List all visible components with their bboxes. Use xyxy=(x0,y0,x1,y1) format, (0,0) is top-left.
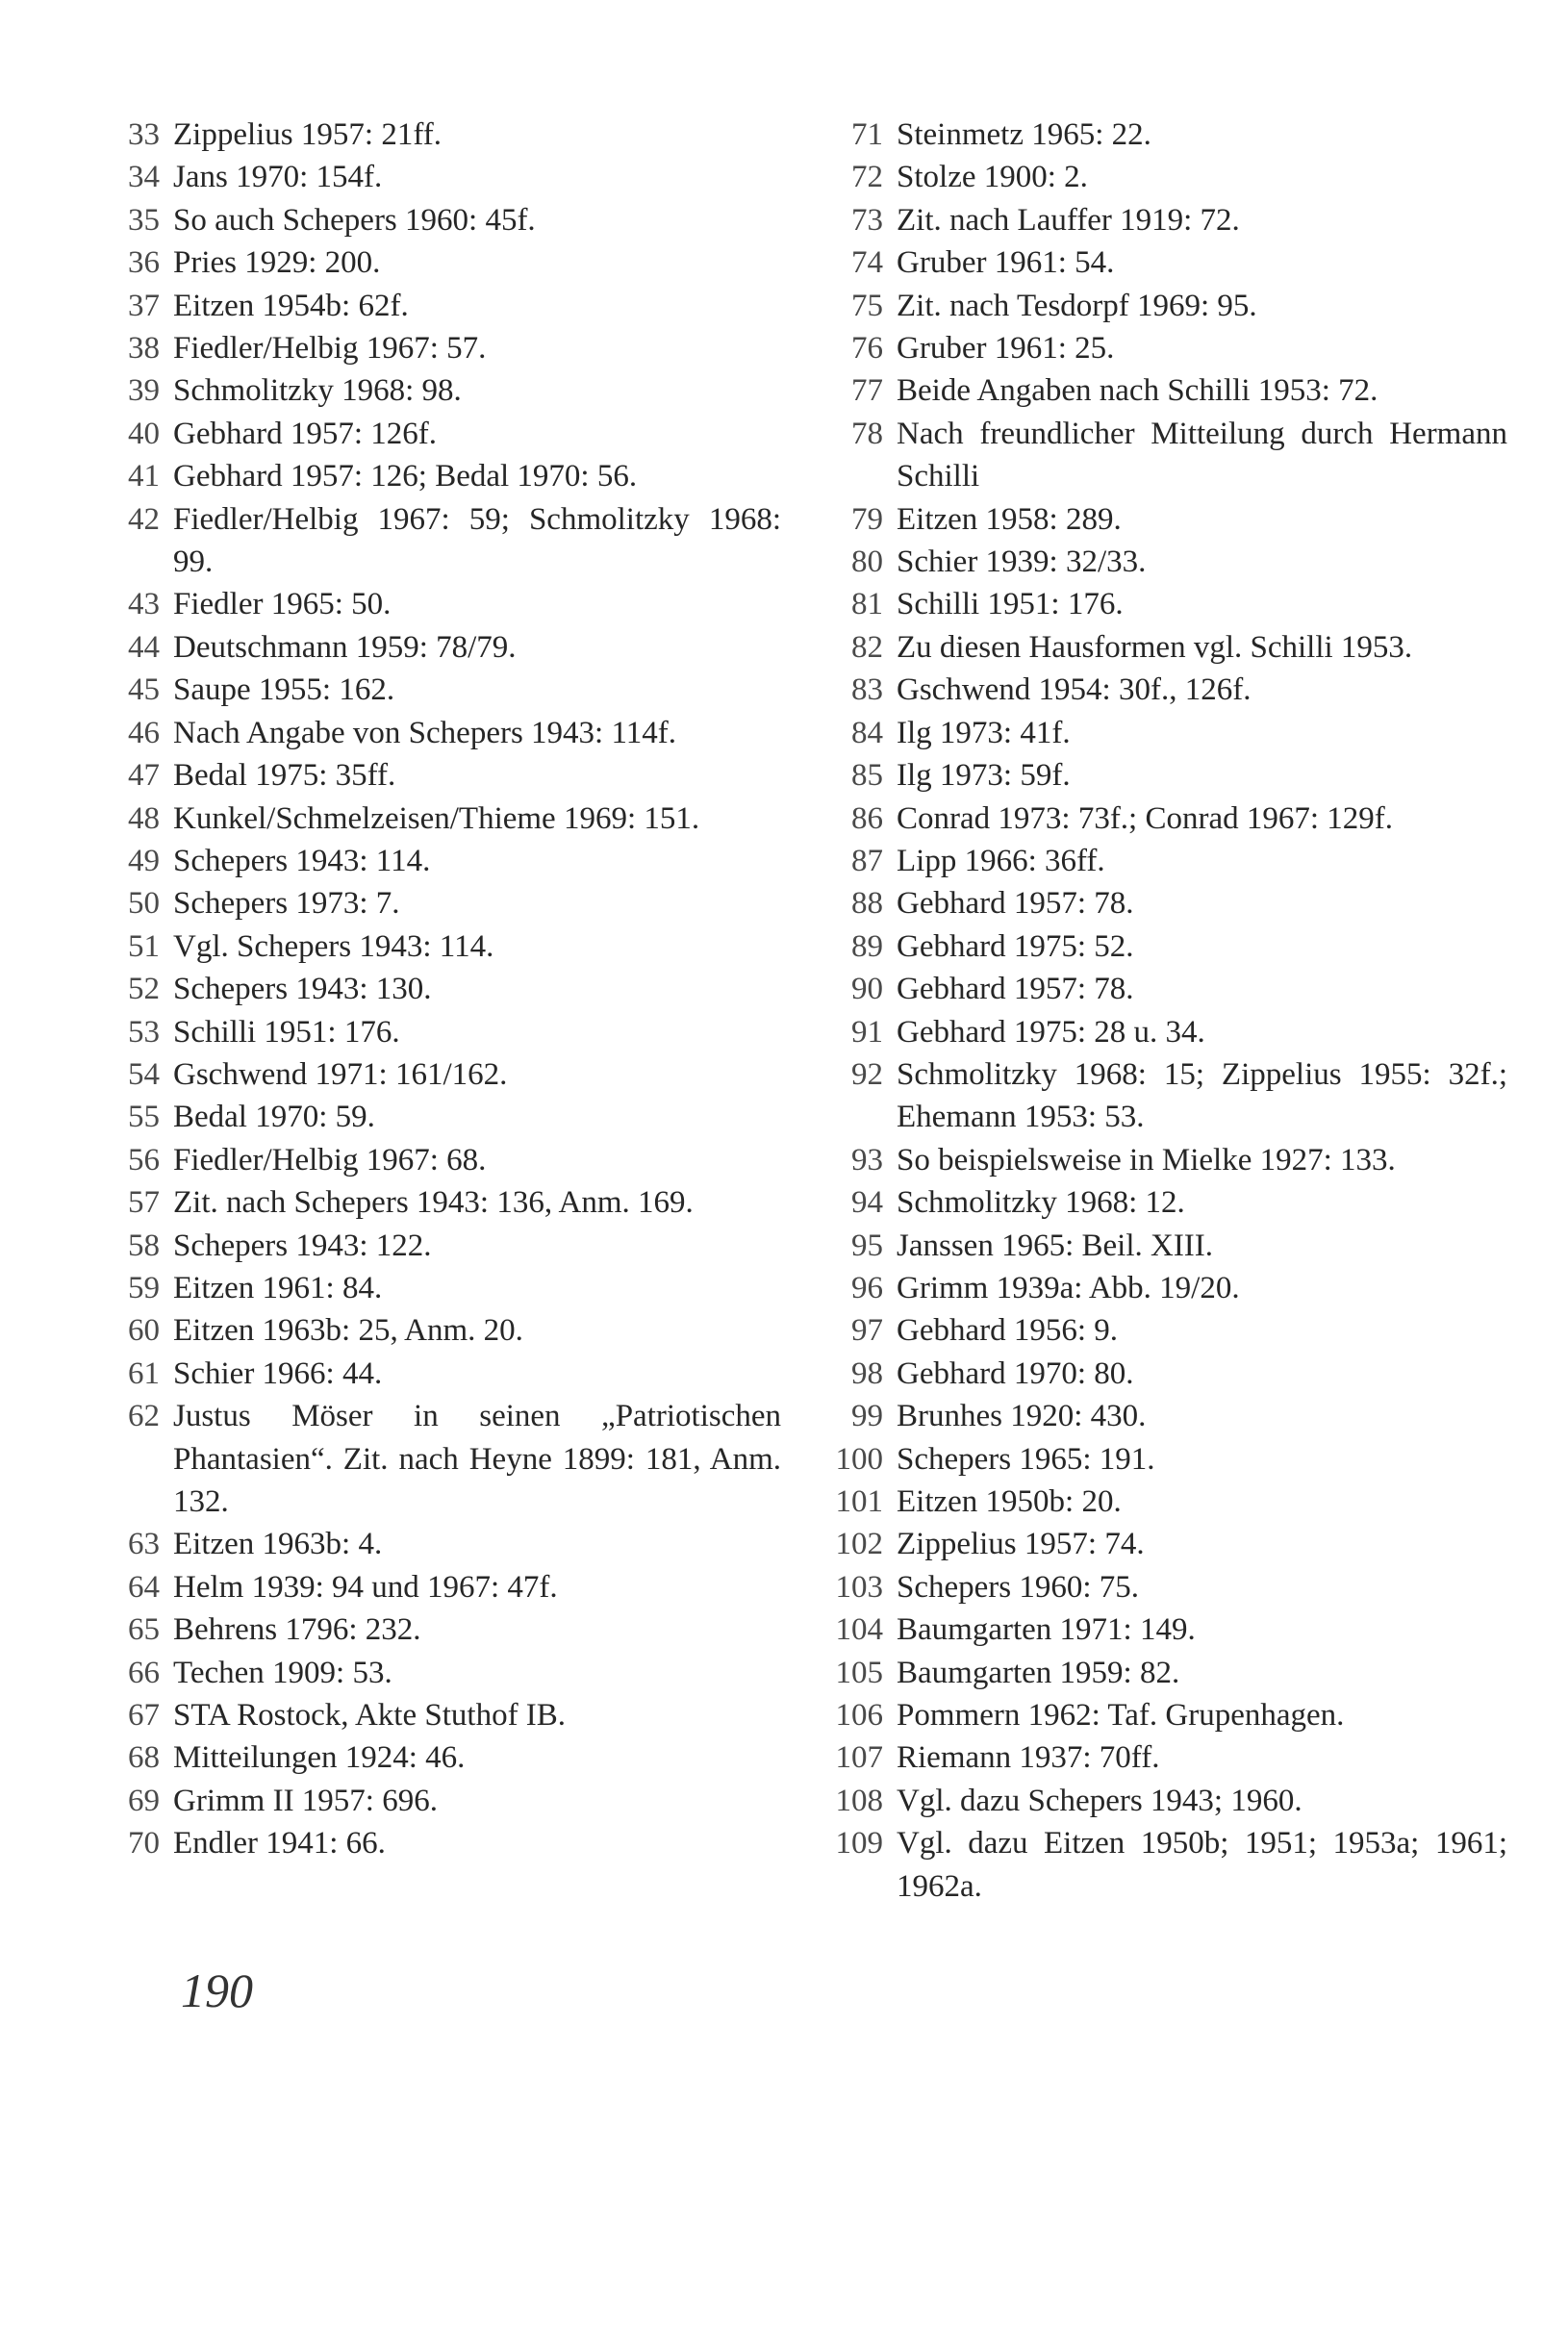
note-number: 86 xyxy=(851,800,883,836)
note-item xyxy=(117,1822,781,1864)
note-item xyxy=(117,1011,781,1053)
note-text: Justus Möser in seinen „Patriotischen Phantasien“. Zit. nach Heyne 1899: 181, Anm. 132. xyxy=(173,1399,781,1519)
note-text: Pries 1929: 200. xyxy=(173,245,381,281)
note-text: Eitzen 1958: 289. xyxy=(897,501,1122,537)
note-number: 74 xyxy=(851,245,883,281)
note-number: 104 xyxy=(835,1612,883,1648)
note-number: 100 xyxy=(835,1441,883,1477)
note-text: Gebhard 1970: 80. xyxy=(897,1355,1134,1391)
note-item xyxy=(829,626,1507,669)
note-item xyxy=(117,882,781,924)
note-text: Zu diesen Hausformen vgl. Schilli 1953. xyxy=(897,629,1413,665)
note-item xyxy=(829,1780,1507,1822)
note-text: Conrad 1973: 73f.; Conrad 1967: 129f. xyxy=(897,800,1394,836)
note-number: 77 xyxy=(851,373,883,409)
note-number: 61 xyxy=(128,1355,160,1391)
note-number: 66 xyxy=(128,1655,160,1690)
note-text: Schepers 1965: 191. xyxy=(897,1441,1155,1477)
note-item xyxy=(117,1652,781,1694)
note-number: 70 xyxy=(128,1826,160,1861)
note-text: Gebhard 1957: 126f. xyxy=(173,416,438,451)
note-text: Schepers 1943: 122. xyxy=(173,1228,432,1263)
note-number: 81 xyxy=(851,587,883,622)
note-item xyxy=(117,199,781,241)
note-text: Schilli 1951: 176. xyxy=(173,1014,400,1050)
note-item xyxy=(829,1694,1507,1736)
note-number: 98 xyxy=(851,1355,883,1391)
note-item xyxy=(117,1267,781,1309)
note-number: 35 xyxy=(128,202,160,238)
note-text: Ilg 1973: 41f. xyxy=(897,715,1071,750)
note-text: Steinmetz 1965: 22. xyxy=(897,117,1151,152)
note-number: 52 xyxy=(128,972,160,1007)
note-text: Janssen 1965: Beil. XIII. xyxy=(897,1228,1214,1263)
note-number: 85 xyxy=(851,758,883,794)
note-item xyxy=(117,925,781,968)
note-number: 103 xyxy=(835,1569,883,1605)
note-number: 51 xyxy=(128,928,160,964)
note-text: Stolze 1900: 2. xyxy=(897,160,1088,195)
note-item xyxy=(829,541,1507,583)
note-item xyxy=(829,1309,1507,1352)
note-text: STA Rostock, Akte Stuthof IB. xyxy=(173,1698,567,1734)
note-number: 63 xyxy=(128,1527,160,1562)
note-number: 48 xyxy=(128,800,160,836)
note-number: 84 xyxy=(851,715,883,750)
note-item xyxy=(117,840,781,882)
note-text: Gebhard 1957: 126; Bedal 1970: 56. xyxy=(173,459,638,494)
note-text: Schepers 1973: 7. xyxy=(173,886,400,922)
note-item xyxy=(829,1566,1507,1608)
note-number: 83 xyxy=(851,672,883,708)
note-number: 92 xyxy=(851,1056,883,1092)
note-text: Schier 1939: 32/33. xyxy=(897,545,1147,580)
notes-column-right xyxy=(829,114,1507,1908)
note-item xyxy=(829,925,1507,968)
note-item xyxy=(829,413,1507,498)
note-text: Deutschmann 1959: 78/79. xyxy=(173,629,517,665)
note-item xyxy=(829,1652,1507,1694)
note-text: Ilg 1973: 59f. xyxy=(897,758,1071,794)
note-number: 59 xyxy=(128,1270,160,1305)
note-number: 37 xyxy=(128,288,160,323)
note-number: 64 xyxy=(128,1569,160,1605)
note-text: Riemann 1937: 70ff. xyxy=(897,1740,1160,1776)
note-item xyxy=(117,1096,781,1138)
note-text: Fiedler/Helbig 1967: 68. xyxy=(173,1142,487,1178)
note-number: 94 xyxy=(851,1185,883,1221)
note-number: 79 xyxy=(851,501,883,537)
note-item xyxy=(117,1139,781,1181)
note-item xyxy=(117,1395,781,1523)
note-text: Gebhard 1975: 28 u. 34. xyxy=(897,1014,1205,1050)
note-item xyxy=(117,156,781,198)
note-number: 89 xyxy=(851,928,883,964)
note-number: 42 xyxy=(128,501,160,537)
note-item xyxy=(117,1523,781,1565)
note-text: Eitzen 1961: 84. xyxy=(173,1270,383,1305)
note-item xyxy=(117,626,781,669)
note-text: Gebhard 1957: 78. xyxy=(897,972,1134,1007)
note-item xyxy=(117,968,781,1010)
note-item xyxy=(117,1694,781,1736)
note-item xyxy=(117,1608,781,1651)
note-item xyxy=(829,327,1507,369)
note-text: Vgl. dazu Eitzen 1950b; 1951; 1953a; 1961; 1962a. xyxy=(897,1826,1507,1904)
note-text: Nach freundlicher Mitteilung durch Hermann Schilli xyxy=(897,416,1507,494)
note-text: Schmolitzky 1968: 15; Zippelius 1955: 32f.; Ehemann 1953: 53. xyxy=(897,1056,1507,1135)
note-text: Zit. nach Lauffer 1919: 72. xyxy=(897,202,1240,238)
note-text: Eitzen 1963b: 4. xyxy=(173,1527,383,1562)
note-text: Gschwend 1954: 30f., 126f. xyxy=(897,672,1252,708)
note-number: 65 xyxy=(128,1612,160,1648)
note-text: Zit. nach Tesdorpf 1969: 95. xyxy=(897,288,1257,323)
note-text: Endler 1941: 66. xyxy=(173,1826,386,1861)
note-text: Eitzen 1950b: 20. xyxy=(897,1484,1122,1519)
note-text: Schepers 1943: 130. xyxy=(173,972,432,1007)
note-item xyxy=(117,1566,781,1608)
note-item xyxy=(117,241,781,284)
note-number: 105 xyxy=(835,1655,883,1690)
note-text: Bedal 1975: 35ff. xyxy=(173,758,396,794)
note-item xyxy=(829,669,1507,711)
note-item xyxy=(829,114,1507,156)
note-item xyxy=(117,798,781,840)
note-text: Saupe 1955: 162. xyxy=(173,672,395,708)
note-item xyxy=(829,1011,1507,1053)
note-number: 99 xyxy=(851,1399,883,1434)
note-number: 91 xyxy=(851,1014,883,1050)
note-item xyxy=(829,754,1507,797)
note-number: 97 xyxy=(851,1313,883,1349)
note-number: 108 xyxy=(835,1783,883,1818)
note-item xyxy=(829,798,1507,840)
note-text: Fiedler/Helbig 1967: 57. xyxy=(173,331,487,367)
note-text: Mitteilungen 1924: 46. xyxy=(173,1740,466,1776)
note-item xyxy=(117,1053,781,1096)
note-number: 72 xyxy=(851,160,883,195)
note-text: Zippelius 1957: 21ff. xyxy=(173,117,442,152)
note-text: Zit. nach Schepers 1943: 136, Anm. 169. xyxy=(173,1185,694,1221)
note-item xyxy=(829,1438,1507,1481)
note-number: 55 xyxy=(128,1100,160,1135)
note-text: Techen 1909: 53. xyxy=(173,1655,392,1690)
note-text: Lipp 1966: 36ff. xyxy=(897,843,1105,878)
note-item xyxy=(829,840,1507,882)
note-number: 44 xyxy=(128,629,160,665)
note-number: 101 xyxy=(835,1484,883,1519)
note-item xyxy=(829,583,1507,625)
note-number: 80 xyxy=(851,545,883,580)
note-item xyxy=(117,455,781,497)
note-text: Beide Angaben nach Schilli 1953: 72. xyxy=(897,373,1378,409)
note-number: 87 xyxy=(851,843,883,878)
note-number: 102 xyxy=(835,1527,883,1562)
note-number: 49 xyxy=(128,843,160,878)
note-text: Gruber 1961: 54. xyxy=(897,245,1115,281)
note-item xyxy=(117,1353,781,1395)
note-item xyxy=(117,285,781,327)
note-number: 96 xyxy=(851,1270,883,1305)
note-text: Schilli 1951: 176. xyxy=(897,587,1124,622)
note-item xyxy=(117,712,781,754)
note-item xyxy=(117,1225,781,1267)
note-number: 60 xyxy=(128,1313,160,1349)
note-number: 47 xyxy=(128,758,160,794)
note-text: Vgl. dazu Schepers 1943; 1960. xyxy=(897,1783,1302,1818)
note-text: Schier 1966: 44. xyxy=(173,1355,383,1391)
page-number: 190 xyxy=(181,1963,253,2017)
note-text: Gebhard 1975: 52. xyxy=(897,928,1134,964)
note-item xyxy=(829,1053,1507,1139)
note-item xyxy=(117,1309,781,1352)
note-number: 58 xyxy=(128,1228,160,1263)
note-number: 45 xyxy=(128,672,160,708)
note-text: Nach Angabe von Schepers 1943: 114f. xyxy=(173,715,676,750)
note-number: 67 xyxy=(128,1698,160,1734)
note-item xyxy=(829,498,1507,541)
note-text: Baumgarten 1959: 82. xyxy=(897,1655,1180,1690)
note-text: Schepers 1960: 75. xyxy=(897,1569,1140,1605)
note-item xyxy=(829,1395,1507,1437)
note-number: 73 xyxy=(851,202,883,238)
note-item xyxy=(117,369,781,412)
note-text: Helm 1939: 94 und 1967: 47f. xyxy=(173,1569,558,1605)
notes-column-left xyxy=(117,114,781,1865)
note-number: 62 xyxy=(128,1399,160,1434)
note-text: So auch Schepers 1960: 45f. xyxy=(173,202,536,238)
note-number: 71 xyxy=(851,117,883,152)
note-item xyxy=(829,285,1507,327)
note-item xyxy=(829,1736,1507,1779)
note-number: 69 xyxy=(128,1783,160,1818)
note-text: Fiedler/Helbig 1967: 59; Schmolitzky 1968: 99. xyxy=(173,501,781,580)
note-item xyxy=(117,1736,781,1779)
note-item xyxy=(117,669,781,711)
note-number: 75 xyxy=(851,288,883,323)
note-text: Brunhes 1920: 430. xyxy=(897,1399,1147,1434)
note-item xyxy=(829,199,1507,241)
note-number: 33 xyxy=(128,117,160,152)
note-text: So beispielsweise in Mielke 1927: 133. xyxy=(897,1142,1396,1178)
note-number: 43 xyxy=(128,587,160,622)
note-number: 54 xyxy=(128,1056,160,1092)
note-text: Schmolitzky 1968: 12. xyxy=(897,1185,1185,1221)
note-number: 106 xyxy=(835,1698,883,1734)
note-number: 107 xyxy=(835,1740,883,1776)
note-number: 95 xyxy=(851,1228,883,1263)
note-item xyxy=(829,156,1507,198)
note-text: Grimm 1939a: Abb. 19/20. xyxy=(897,1270,1240,1305)
note-number: 78 xyxy=(851,416,883,451)
note-text: Fiedler 1965: 50. xyxy=(173,587,392,622)
note-item xyxy=(829,1608,1507,1651)
note-number: 93 xyxy=(851,1142,883,1178)
note-number: 41 xyxy=(128,459,160,494)
note-item xyxy=(829,369,1507,412)
note-text: Vgl. Schepers 1943: 114. xyxy=(173,928,494,964)
note-item xyxy=(829,882,1507,924)
note-item xyxy=(829,1523,1507,1565)
note-number: 88 xyxy=(851,886,883,922)
note-text: Kunkel/Schmelzeisen/Thieme 1969: 151. xyxy=(173,800,700,836)
note-item xyxy=(829,1822,1507,1908)
note-number: 90 xyxy=(851,972,883,1007)
note-number: 40 xyxy=(128,416,160,451)
note-item xyxy=(829,1481,1507,1523)
note-item xyxy=(829,1225,1507,1267)
note-text: Gschwend 1971: 161/162. xyxy=(173,1056,508,1092)
note-text: Eitzen 1963b: 25, Anm. 20. xyxy=(173,1313,523,1349)
note-item xyxy=(829,712,1507,754)
note-text: Gebhard 1956: 9. xyxy=(897,1313,1119,1349)
note-item xyxy=(117,754,781,797)
note-number: 36 xyxy=(128,245,160,281)
note-text: Schmolitzky 1968: 98. xyxy=(173,373,462,409)
note-number: 39 xyxy=(128,373,160,409)
note-number: 46 xyxy=(128,715,160,750)
note-item xyxy=(829,241,1507,284)
note-number: 56 xyxy=(128,1142,160,1178)
note-item xyxy=(117,1780,781,1822)
note-text: Schepers 1943: 114. xyxy=(173,843,431,878)
note-item xyxy=(829,1139,1507,1181)
note-text: Zippelius 1957: 74. xyxy=(897,1527,1145,1562)
note-text: Gebhard 1957: 78. xyxy=(897,886,1134,922)
note-item xyxy=(117,498,781,584)
note-number: 109 xyxy=(835,1826,883,1861)
note-item xyxy=(829,1353,1507,1395)
note-item xyxy=(829,1267,1507,1309)
note-number: 82 xyxy=(851,629,883,665)
note-text: Jans 1970: 154f. xyxy=(173,160,383,195)
note-text: Gruber 1961: 25. xyxy=(897,331,1115,367)
note-text: Eitzen 1954b: 62f. xyxy=(173,288,409,323)
note-item xyxy=(829,968,1507,1010)
note-item xyxy=(117,583,781,625)
note-number: 34 xyxy=(128,160,160,195)
note-item xyxy=(829,1181,1507,1224)
note-text: Pommern 1962: Taf. Grupenhagen. xyxy=(897,1698,1345,1734)
note-number: 38 xyxy=(128,331,160,367)
note-text: Baumgarten 1971: 149. xyxy=(897,1612,1196,1648)
note-number: 50 xyxy=(128,886,160,922)
note-text: Grimm II 1957: 696. xyxy=(173,1783,438,1818)
note-number: 53 xyxy=(128,1014,160,1050)
note-item xyxy=(117,413,781,455)
note-number: 57 xyxy=(128,1185,160,1221)
note-item xyxy=(117,114,781,156)
note-text: Bedal 1970: 59. xyxy=(173,1100,375,1135)
note-text: Behrens 1796: 232. xyxy=(173,1612,421,1648)
note-item xyxy=(117,1181,781,1224)
note-number: 68 xyxy=(128,1740,160,1776)
note-number: 76 xyxy=(851,331,883,367)
note-item xyxy=(117,327,781,369)
